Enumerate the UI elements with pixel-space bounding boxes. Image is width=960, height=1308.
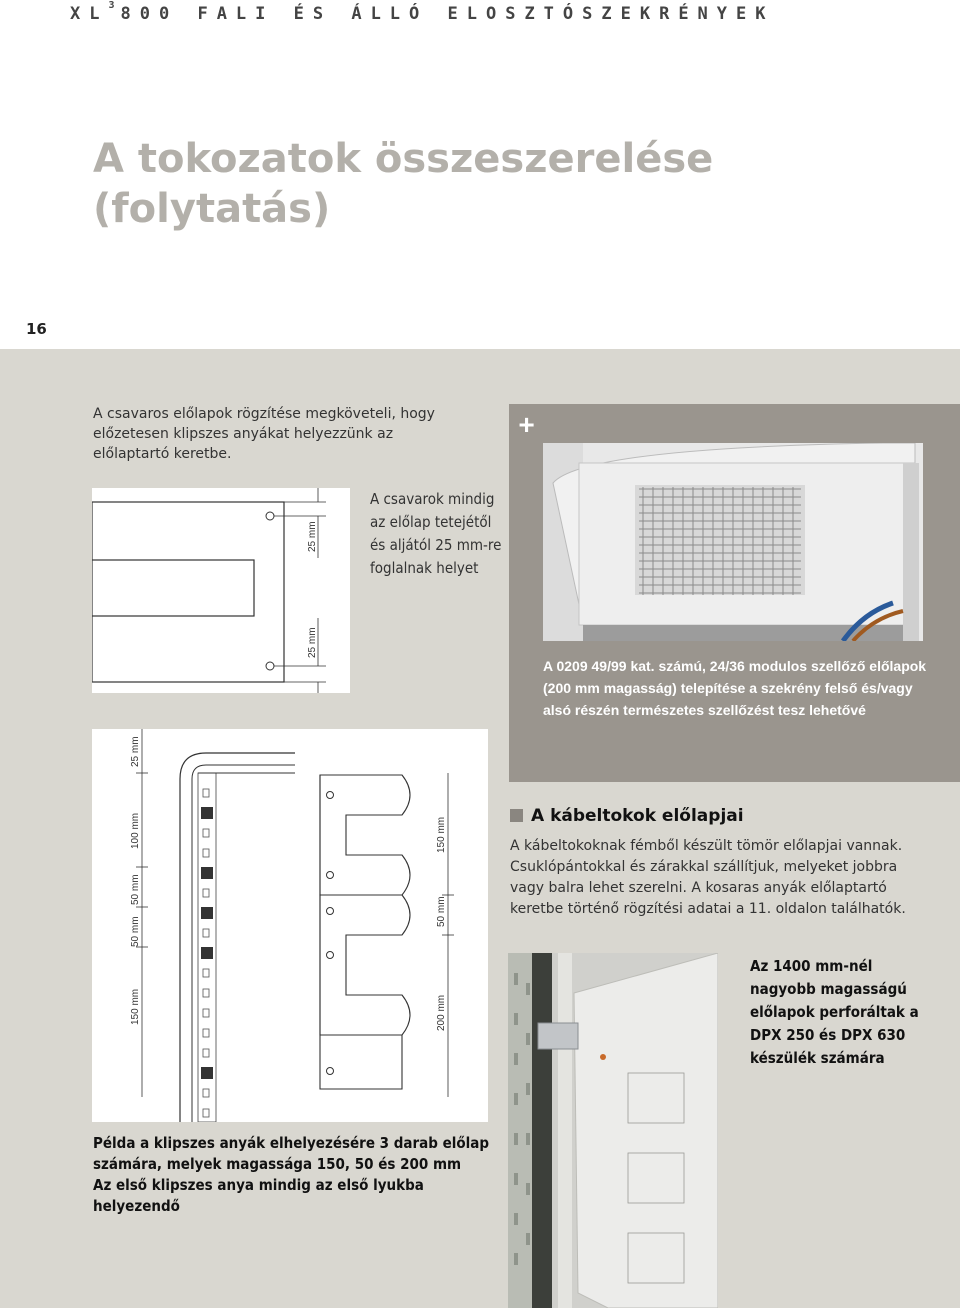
clip-nut-caption-line3: Az első klipszes anya mindig az első lyukba helyezendő [93, 1176, 424, 1215]
dim-left-150: 150 mm [130, 988, 141, 1025]
clip-nut-caption-line1: Példa a klipszes anyák elhelyezésére 3 darab előlap [93, 1134, 490, 1152]
cable-duct-door-photo [508, 953, 718, 1308]
dim-right-150: 150 mm [436, 816, 447, 853]
vent-caption: A 0209 49/99 kat. számú, 24/36 modulos szellőző előlapok (200 mm magasság) telepítése a szekrény felső és/vagy alsó részén természetes szellőzést tesz lehetővé [543, 658, 927, 718]
door-caption: Az 1400 mm-nél nagyobb magasságú előlapok perforáltak a DPX 250 és DPX 630 készülék számára [750, 957, 919, 1067]
screw-note: A csavarok mindig az előlap tetejétől és aljától 25 mm-re foglalnak helyet [370, 490, 502, 577]
clip-nut-diagram [92, 729, 488, 1122]
running-header: $XL^3$ 800 FALI ÉS ÁLLÓ ELOSZTÓSZEKRÉNYEK [70, 0, 775, 24]
cable-section-body: A kábeltokoknak fémből készült tömör előlapjai vannak. Csuklópántokkal és zárakkal szállítjuk, melyeket jobbra vagy balra lehet szerelni. A kosaras anyák előlaptartó keretbe történő rögzítési adatai a 11. oldalon találhatók. [510, 838, 906, 917]
clip-nut-caption [93, 1133, 513, 1217]
plus-icon: + [518, 409, 535, 440]
square-bullet-icon [510, 809, 523, 822]
vented-cover-photo [543, 443, 923, 641]
clip-nut-caption-line2: számára, melyek magassága 150, 50 és 200 mm [93, 1155, 462, 1173]
dim-left-50b: 50 mm [130, 916, 141, 947]
dim-label-bottom: 25 mm [307, 627, 318, 658]
dim-left-50a: 50 mm [130, 874, 141, 905]
page-title-line2: (folytatás) [93, 186, 331, 232]
dim-right-50: 50 mm [436, 896, 447, 927]
page-title [93, 134, 793, 234]
page-number: 16 [26, 320, 47, 338]
dim-left-100: 100 mm [130, 812, 141, 849]
page-title-line1: A tokozatok összeszerelése [93, 136, 714, 182]
intro-text: A csavaros előlapok rögzítése megköveteli, hogy előzetesen klipszes anyákat helyezzünk az előlaptartó keretbe. [93, 406, 435, 462]
dim-left-25: 25 mm [130, 736, 141, 767]
screw-position-diagram [92, 488, 350, 693]
dim-right-200: 200 mm [436, 994, 447, 1031]
dim-label-top: 25 mm [307, 521, 318, 552]
cable-section-heading: A kábeltokok előlapjai [510, 806, 744, 826]
